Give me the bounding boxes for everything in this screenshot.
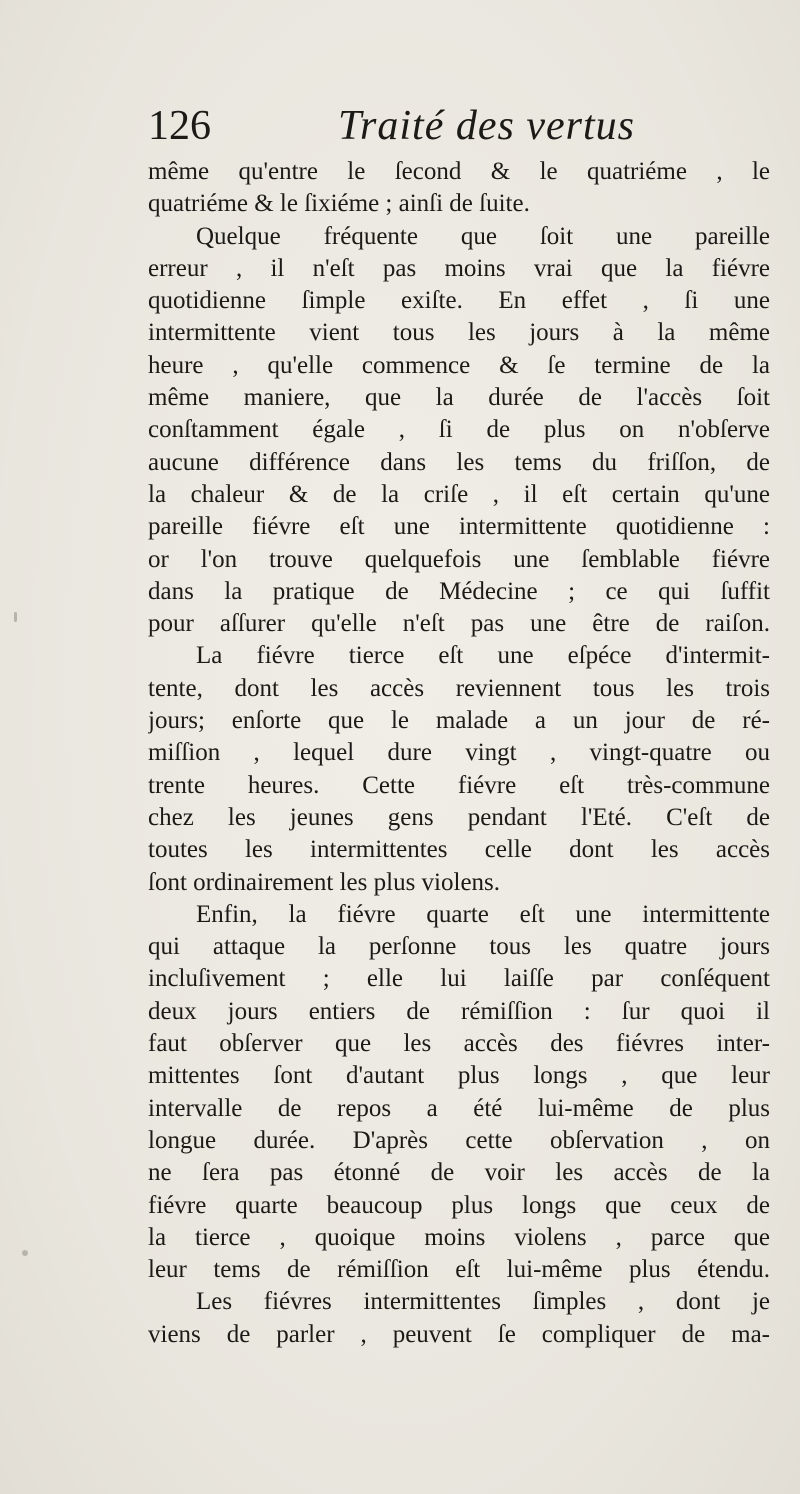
text-line: toutes les intermittentes celle dont les accès <box>148 836 770 864</box>
running-title: Traité des vertus <box>338 103 635 149</box>
page-header <box>148 96 768 156</box>
page-number: 126 <box>148 103 211 149</box>
text-line: conſtamment égale , ſi de plus on n'obſerve <box>148 416 770 444</box>
text-line: incluſivement ; elle lui laiſſe par conſéquent <box>148 965 770 993</box>
paper-blemish <box>22 1250 28 1256</box>
text-line: fiévre quarte beaucoup plus longs que ceux de <box>148 1191 770 1219</box>
text-line: même maniere, que la durée de l'accès ſoit <box>148 384 770 412</box>
text-line: la tierce , quoique moins violens , parce que <box>148 1223 770 1251</box>
text-line: pareille fiévre eſt une intermittente quotidienne : <box>148 513 770 541</box>
text-line: qui attaque la perſonne tous les quatre jours <box>148 933 770 961</box>
text-line: intervalle de repos a été lui-même de plus <box>148 1094 770 1122</box>
text-line: quotidienne ſimple exiſte. En effet , ſi une <box>148 287 770 315</box>
text-line: même qu'entre le ſecond & le quatriéme , le <box>148 158 770 185</box>
text-line: trente heures. Cette fiévre eſt très-commune <box>148 771 770 799</box>
text-line: erreur , il n'eſt pas moins vrai que la fiévre <box>148 254 770 282</box>
text-line: viens de parler , peuvent ſe compliquer de ma- <box>148 1320 770 1348</box>
text-line: dans la pratique de Médecine ; ce qui ſuffit <box>148 577 770 605</box>
text-line: tente, dont les accès reviennent tous les trois <box>148 674 770 702</box>
text-line: mittentes ſont d'autant plus longs , que leur <box>148 1062 770 1090</box>
text-line: or l'on trouve quelquefois une ſemblable fiévre <box>148 545 770 573</box>
body-text <box>148 156 770 1351</box>
text-line: la chaleur & de la criſe , il eſt certain qu'une <box>148 480 770 508</box>
text-line: Quelque fréquente que ſoit une pareille <box>196 222 770 250</box>
text-line: jours; enſorte que le malade a un jour de ré- <box>148 707 770 735</box>
text-line: aucune différence dans les tems du friſſon, de <box>148 448 770 476</box>
paper-blemish <box>14 612 17 622</box>
text-line: intermittente vient tous les jours à la même <box>148 319 770 347</box>
text-line: deux jours entiers de rémiſſion : ſur quoi il <box>148 997 770 1025</box>
text-line: heure , qu'elle commence & ſe termine de la <box>148 351 770 379</box>
text-line: Enfin, la fiévre quarte eſt une intermittente <box>196 900 770 928</box>
text-line: La fiévre tierce eſt une eſpéce d'intermit- <box>196 642 770 670</box>
text-line: faut obſerver que les accès des fiévres inter- <box>148 1030 770 1058</box>
text-line: Les fiévres intermittentes ſimples , dont je <box>196 1288 770 1316</box>
text-line: chez les jeunes gens pendant l'Eté. C'eſt de <box>148 803 770 831</box>
text-line: leur tems de rémiſſion eſt lui-même plus étendu. <box>148 1256 770 1284</box>
text-line: longue durée. D'après cette obſervation , on <box>148 1126 770 1154</box>
text-line: quatriéme & le ſixiéme ; ainſi de ſuite. <box>148 190 530 218</box>
text-line: miſſion , lequel dure vingt , vingt-quatre ou <box>148 739 770 767</box>
text-line: pour aſſurer qu'elle n'eſt pas une être de raiſon. <box>148 610 770 638</box>
text-line: ne ſera pas étonné de voir les accès de la <box>148 1159 770 1187</box>
text-line: ſont ordinairement les plus violens. <box>148 868 501 896</box>
